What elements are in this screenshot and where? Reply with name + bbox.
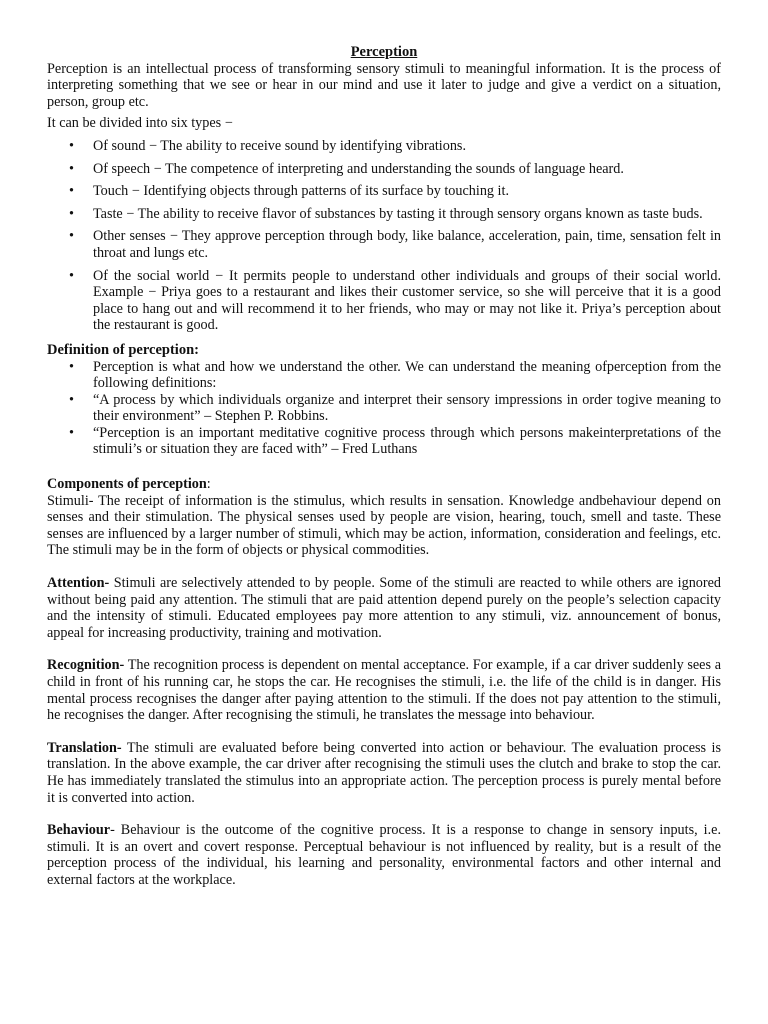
translation-term: Translation- (47, 739, 122, 756)
list-item: • Other senses − They approve perception through body, like balance, acceleration, pain, time, sensation felt in throat and lungs etc. (69, 228, 721, 261)
bullet-icon: • (69, 137, 74, 154)
list-item: • Of the social world − It permits people to understand other individuals and groups of their social world. Example − Priya goes to a restaurant and likes their customer service, so she will perceive that it is a good place to hang out and will recommend it to her friends, who may or may not like it. Priya’s perception about the restaurant is good. (69, 267, 721, 334)
attention-paragraph: Attention- Stimuli are selectively attended to by people. Some of the stimuli are reacted to while others are ignored without being paid any attention. The stimuli that are paid attention depend purely on the people’s selection capacity and the intensity of stimuli. Educated employees pay more attention to any stimuli, viz. announcement of bonus, appeal for increasing productivity, training and motivation. (47, 575, 721, 641)
bullet-icon: • (69, 183, 74, 200)
definition-heading: Definition of perception: (47, 341, 199, 358)
types-lead: It can be divided into six types − (47, 115, 233, 132)
behaviour-term: Behaviour (47, 822, 111, 839)
stimuli-paragraph: Stimuli- The receipt of information is the stimulus, which results in sensation. Knowledge andbehaviour depend on senses and their stimulation. The physical senses used by people are vision, hearing, touch, smell and taste. These senses are influenced by a larger number of stimuli, which may be action, information, consideration and feelings, etc. The stimuli may be in the form of objects or physical commodities. (47, 492, 721, 559)
list-item: • Perception is what and how we understand the other. We can understand the meaning ofperception from the following definitions: (69, 358, 721, 392)
list-item: • Taste − The ability to receive flavor of substances by tasting it through sensory organs known as taste buds. (69, 205, 703, 222)
components-heading: Components of perception: (47, 476, 211, 493)
list-item: • Touch − Identifying objects through patterns of its surface by touching it. (69, 183, 509, 200)
bullet-icon: • (69, 205, 74, 222)
bullet-icon: • (69, 160, 74, 177)
translation-paragraph: Translation- The stimuli are evaluated before being converted into action or behaviour. The evaluation process is translation. In the above example, the car driver after recognising the stimuli uses the clutch and brake to stop the car. He has immediately translated the stimulus into an appropriate action. The perception process is purely mental before it is converted into action. (47, 739, 721, 806)
recognition-paragraph: Recognition- The recognition process is dependent on mental acceptance. For example, if a car driver suddenly sees a child in front of his running car, he stops the car. He recognises the stimuli, i.e. the life of the child is in danger. His mental process recognises the danger after paying attention to the stimuli. If the does not pay attention to the stimuli, he recognises the danger. After recognising the stimuli, he translates the message into behaviour. (47, 657, 721, 724)
bullet-icon: • (69, 391, 74, 408)
page-title: Perception (350, 44, 418, 60)
bullet-icon: • (69, 358, 74, 375)
intro-paragraph: Perception is an intellectual process of transforming sensory stimuli to meaningful information. It is the process of interpreting something that we see or hear in our mind and use it later to judge and give a verdict on a situation, person, group etc. (47, 60, 721, 110)
behaviour-paragraph: Behaviour- Behaviour is the outcome of the cognitive process. It is a response to change in sensory inputs, i.e. stimuli. It is an overt and covert response. Perceptual behaviour is not influenced by reality, but is a result of the perception process of the individual, his learning and personality, environmental factors and other internal and external factors at the workplace. (47, 822, 721, 888)
list-item: • “A process by which individuals organize and interpret their sensory impressions in order togive meaning to their environment” – Stephen P. Robbins. (69, 391, 721, 425)
document-page (47, 44, 721, 889)
list-item: • Of sound − The ability to receive sound by identifying vibrations. (69, 137, 467, 154)
types-list (47, 138, 721, 334)
definitions-list (47, 359, 721, 459)
list-item: • Of speech − The competence of interpreting and understanding the sounds of language heard. (69, 160, 624, 177)
attention-term: Attention- (47, 575, 110, 592)
bullet-icon: • (69, 228, 74, 245)
recognition-term: Recognition- (47, 657, 125, 674)
list-item: • “Perception is an important meditative cognitive process through which persons makeinterpretations of the stimuli’s or situation they are faced with” – Fred Luthans (69, 424, 721, 458)
bullet-icon: • (69, 267, 74, 284)
bullet-icon: • (69, 424, 74, 441)
